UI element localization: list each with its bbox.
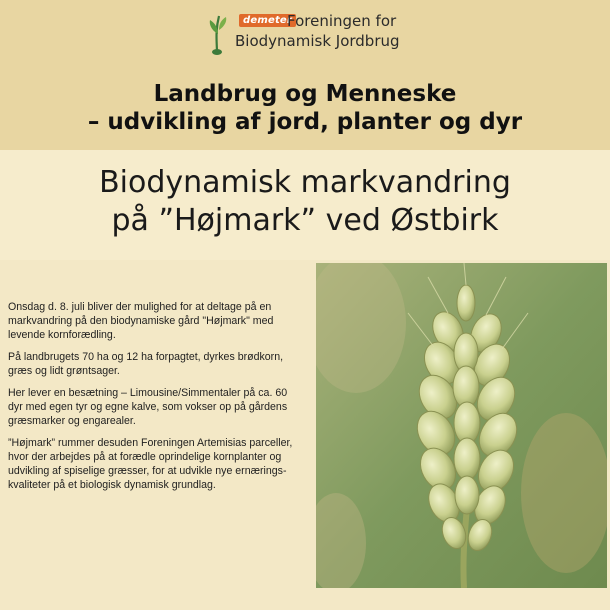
body-paragraph: Her lever en besætning – Limousine/Simmentaler på ca. 60 dyr med egen tyr og egne kalve, som vokser op på gårdens græsmarker og engarealer. [8,387,288,427]
body-paragraph: ”Højmark” rummer desuden Foreningen Artemisias parceller, hvor der arbejdes på at forædle oprindelige kornplanter og udvikling af spiselige græsser, for at udvikle nye ernærings-kvaliteter på et biologisk dynamisk grundlag. [8,437,293,491]
logo-org-line2: Biodynamisk Jordbrug [235,32,400,50]
logo-org-line1: Foreningen for [287,12,397,30]
body-text [8,300,304,500]
headline [0,80,610,136]
subhead [0,164,610,240]
subhead-line1: Biodynamisk markvandring [99,165,511,200]
logo [205,10,420,56]
headline-line1: Landbrug og Menneske [153,81,457,107]
subhead-line2: på ”Højmark” ved Østbirk [111,203,499,238]
headline-line2: – udvikling af jord, planter og dyr [87,109,523,135]
body-paragraph: På landbrugets 70 ha og 12 ha forpagtet, dyrkes brødkorn, græs og lidt grøntsager. [8,351,284,377]
wheat-sprout-icon [205,12,233,56]
demeter-badge: demeter [239,14,296,27]
body-paragraph: Onsdag d. 8. juli bliver der mulighed for at deltage på en markvandring på den biodynamiske gård "Højmark" med levende kornforædling. [8,301,274,341]
wheat-ear-photo [316,263,607,588]
